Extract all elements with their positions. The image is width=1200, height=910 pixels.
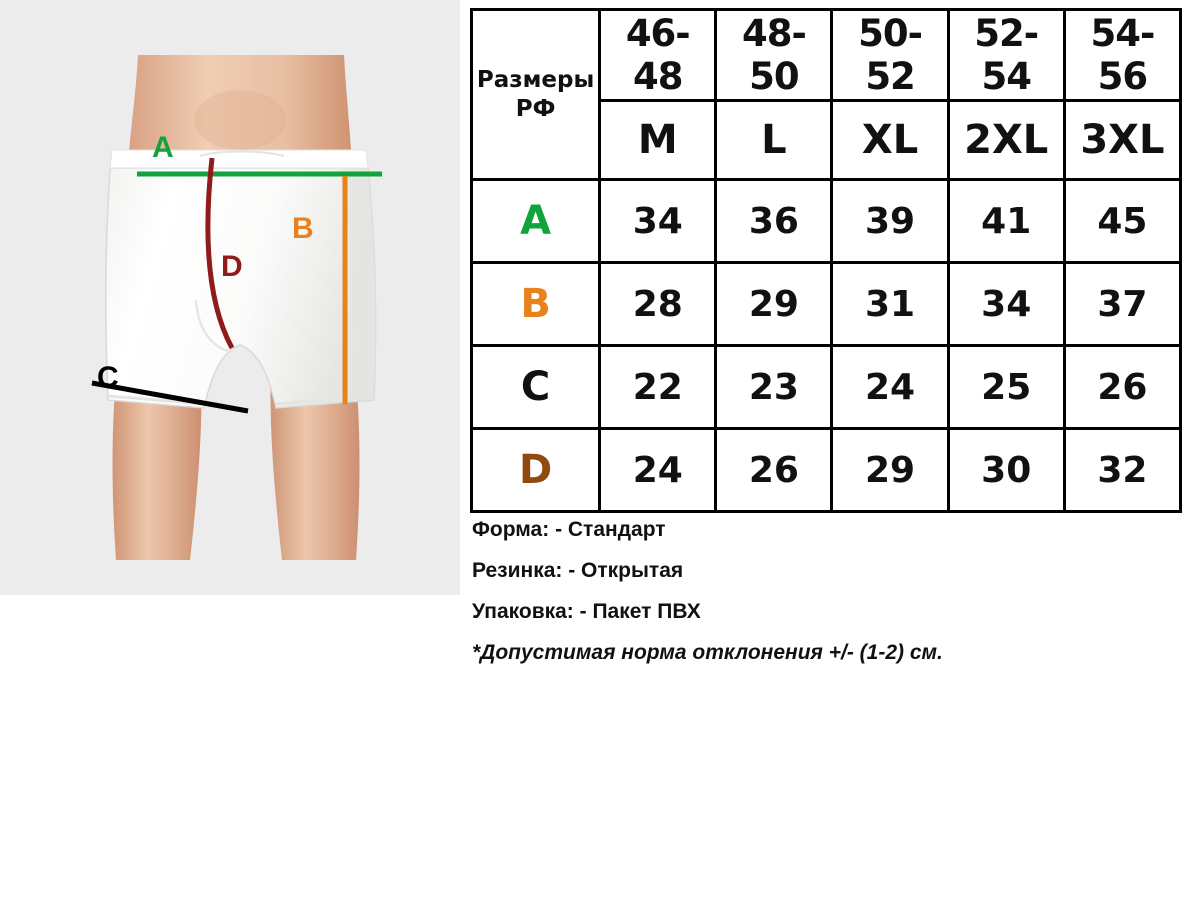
ru-size-cell: 52-54 bbox=[948, 10, 1064, 101]
value-cell: 37 bbox=[1064, 263, 1180, 346]
value-cell: 34 bbox=[948, 263, 1064, 346]
figure-label-d: D bbox=[221, 250, 243, 283]
table-row-c bbox=[472, 346, 1181, 429]
table-row-b bbox=[472, 263, 1181, 346]
corner-header-line1: Размеры bbox=[476, 66, 595, 93]
intl-size-cell: M bbox=[600, 101, 716, 180]
product-notes bbox=[472, 518, 1184, 682]
value-cell: 28 bbox=[600, 263, 716, 346]
figure-label-a: A bbox=[152, 131, 174, 164]
intl-size-cell: 2XL bbox=[948, 101, 1064, 180]
value-cell: 34 bbox=[600, 180, 716, 263]
value-cell: 24 bbox=[832, 346, 948, 429]
figure-label-b: B bbox=[292, 212, 314, 245]
table-row-d bbox=[472, 429, 1181, 512]
size-table bbox=[470, 8, 1182, 513]
row-key-b: B bbox=[472, 263, 600, 346]
boxer-briefs-shape bbox=[106, 168, 376, 408]
abdomen-shading bbox=[194, 90, 286, 150]
corner-header-line2: РФ bbox=[515, 95, 556, 122]
value-cell: 36 bbox=[716, 180, 832, 263]
figure-label-c: C bbox=[97, 361, 119, 394]
value-cell: 29 bbox=[716, 263, 832, 346]
row-key-d: D bbox=[472, 429, 600, 512]
ru-size-cell: 54-56 bbox=[1064, 10, 1180, 101]
value-cell: 41 bbox=[948, 180, 1064, 263]
value-cell: 45 bbox=[1064, 180, 1180, 263]
waistband bbox=[110, 150, 368, 168]
table-row-a bbox=[472, 180, 1181, 263]
ru-size-cell: 50-52 bbox=[832, 10, 948, 101]
ru-size-cell: 48-50 bbox=[716, 10, 832, 101]
row-key-c: C bbox=[472, 346, 600, 429]
table-row-ru-sizes bbox=[472, 10, 1181, 101]
value-cell: 31 bbox=[832, 263, 948, 346]
value-cell: 32 bbox=[1064, 429, 1180, 512]
corner-header bbox=[472, 10, 600, 180]
note-tolerance: *Допустимая норма отклонения +/- (1-2) см. bbox=[472, 641, 943, 664]
note-packaging: Упаковка: - Пакет ПВХ bbox=[472, 600, 701, 623]
intl-size-cell: 3XL bbox=[1064, 101, 1180, 180]
value-cell: 29 bbox=[832, 429, 948, 512]
size-table-container bbox=[470, 8, 1182, 513]
intl-size-cell: XL bbox=[832, 101, 948, 180]
value-cell: 24 bbox=[600, 429, 716, 512]
ru-size-cell: 46-48 bbox=[600, 10, 716, 101]
value-cell: 22 bbox=[600, 346, 716, 429]
value-cell: 25 bbox=[948, 346, 1064, 429]
value-cell: 23 bbox=[716, 346, 832, 429]
value-cell: 30 bbox=[948, 429, 1064, 512]
value-cell: 26 bbox=[716, 429, 832, 512]
product-figure bbox=[0, 0, 460, 595]
value-cell: 39 bbox=[832, 180, 948, 263]
intl-size-cell: L bbox=[716, 101, 832, 180]
note-elastic: Резинка: - Открытая bbox=[472, 559, 684, 582]
value-cell: 26 bbox=[1064, 346, 1180, 429]
row-key-a: A bbox=[472, 180, 600, 263]
note-form: Форма: - Стандарт bbox=[472, 518, 666, 541]
boxer-briefs-diagram-svg bbox=[0, 0, 460, 595]
illustration-panel bbox=[0, 0, 460, 595]
